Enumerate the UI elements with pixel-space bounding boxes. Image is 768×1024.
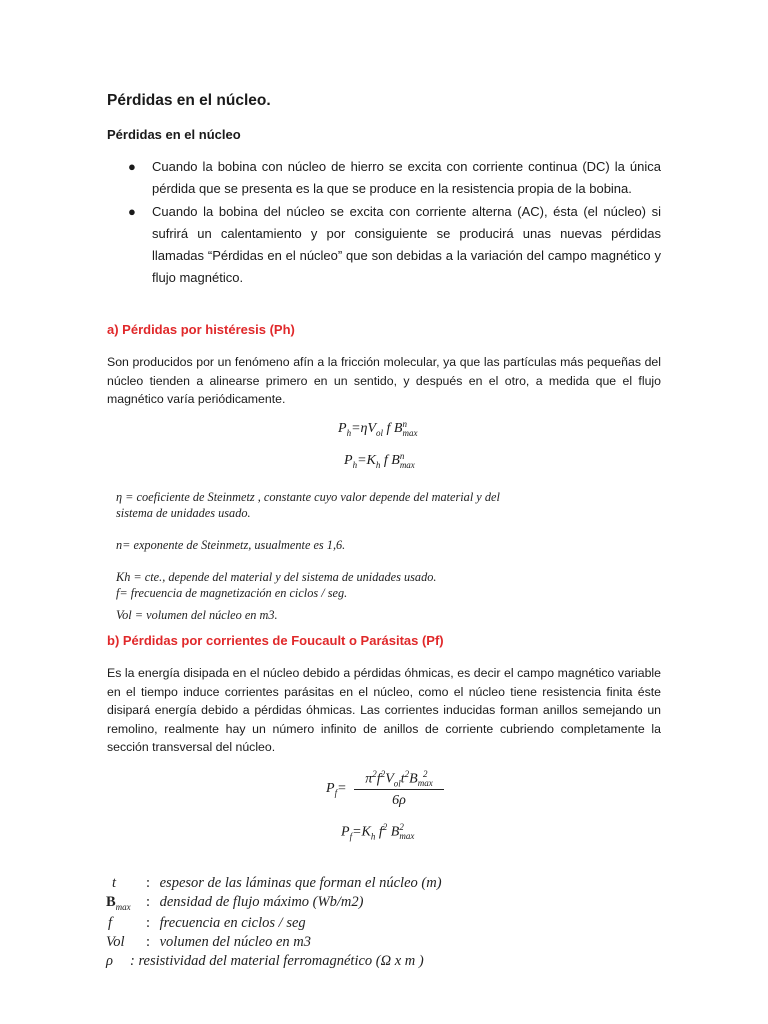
list-item — [107, 201, 661, 289]
legend-desc: volumen del núcleo en m3 — [159, 934, 312, 950]
legend-desc: : resistividad del material ferromagnético (Ω x m ) — [130, 953, 424, 969]
legend-line: Kh = cte., depende del material y del sistema de unidades usado. — [116, 570, 437, 584]
section-a-heading: a) Pérdidas por histéresis (Ph) — [107, 322, 295, 337]
bullet-text: Cuando la bobina del núcleo se excita con corriente alterna (AC), ésta (el núcleo) si sufrirá un calentamiento y por consiguiente se producirá unas nuevas pérdidas llamadas “Pérdidas en el núcleo” que son debidas a la variación del campo magnético y flujo magnético. — [152, 204, 661, 285]
legend-row: $B_{max}$ : densidad de flujo máximo (Wb/m2) — [106, 894, 364, 912]
bullet-text: Cuando la bobina con núcleo de hierro se excita con corriente continua (DC) la única pérdida que se presenta es la que se produce en la resistencia propia de la bobina. — [152, 159, 661, 196]
bullet-list — [107, 156, 661, 289]
legend-line: sistema de unidades usado. — [116, 506, 251, 520]
legend-line: η = coeficiente de Steinmetz , constante cuyo valor depende del material y del — [116, 490, 500, 504]
formula-ph-2: $P_h=K_h$ f B n max — [344, 451, 415, 471]
legend-symbol: f — [108, 915, 113, 931]
document-page: Pérdidas en el núcleo. Pérdidas en el núcleo ● Cuando la bobina con núcleo de hierro se excita con corriente continua (DC) la única pérdida que se presenta es la que se produce en la resistencia propia de la bobina. ● Cuando la bobina del núcleo se excita con corriente alterna (AC), ésta (el núcleo) si sufrirá un calentamiento y por consiguiente se producirá unas nuevas pérdidas llamadas “Pérdidas en el núcleo” que son debidas a la variación del campo magnético y flujo magnético. a) Pérdidas por histéresis (Ph) Son producidos por un fenómeno afín a la fricción molecular, ya que las partículas más pequeñas del núcleo tienden a alinearse primero en un sentido, y después en el otro, a medida que el flujo magnético varía periódicamente. $P_h=\eta V_{ol}$ f B n max $P_h=K_h$ f B n max η = coeficiente de Steinmetz , constante cuyo valor depende del material y del sistema de unidades usado. n= exponente de Steinmetz, usualmente es 1,6. Kh = cte., depende del material y del sistema de unidades usado. f= frecuencia de magnetización en ciclos / seg. Vol = volumen del núcleo en m3. b) Pérdidas por corrientes de Foucault o Parásitas (Pf) Es la energía disipada en el núcleo debido a pérdidas óhmicas, es decir el campo magnético variable en el tiempo induce corrientes parásitas en el núcleo, como el núcleo tiene resistencia finita éste disipará energía debido a pérdidas óhmicas. Las corrientes inducidas forman anillos semejando un remolino, realmente hay un número infinito de anillos de corriente cubriendo completamente la sección transversal del núcleo. $P_f=$ $\pi^2f^2V_{ol}t^2B$ 2 max 6ρ $P_f=K_h$ $f^2$ B 2 max t : espesor de las láminas que forman el núcleo (m) $B_{max}$ : densidad de flujo máximo (Wb/m2) f : frecuencia en ciclos / seg Vol : volumen del núcleo en m3 ρ : resistividad del material ferromagnético (Ω x m ) — [106, 92, 661, 969]
formula-pf-2: $P_f=K_h$ $f^2$ B 2 max — [341, 822, 415, 842]
list-item — [107, 156, 661, 200]
section-b-heading: b) Pérdidas por corrientes de Foucault o Parásitas (Pf) — [107, 633, 444, 648]
legend-desc: densidad de flujo máximo (Wb/m2) — [159, 894, 364, 910]
legend-line: f= frecuencia de magnetización en ciclos / seg. — [116, 586, 348, 600]
legend-row: f : frecuencia en ciclos / seg — [108, 915, 306, 931]
section-a-paragraph: Son producidos por un fenómeno afín a la fricción molecular, ya que las partículas más pequeñas del núcleo tienden a alinearse primero en un sentido, y después en el otro, a medida que el flujo magnético varía periódicamente. — [107, 355, 661, 406]
formula-ph-1: $P_h=\eta V_{ol}$ f B n max — [338, 419, 418, 439]
legend-symbol: Vol — [106, 934, 125, 950]
section-subtitle: Pérdidas en el núcleo — [107, 127, 241, 142]
section-b-paragraph: Es la energía disipada en el núcleo debido a pérdidas óhmicas, es decir el campo magnético variable en el tiempo induce corrientes parásitas en el núcleo, como el núcleo tiene resistencia finita éste disipará energía debido a pérdidas óhmicas. Las corrientes inducidas forman anillos semejando un remolino, realmente hay un número infinito de anillos de corriente cubriendo completamente la sección transversal del núcleo. — [107, 666, 661, 754]
legend-row: Vol : volumen del núcleo en m3 — [106, 934, 312, 950]
legend-desc: espesor de las láminas que forman el núcleo (m) — [159, 875, 442, 891]
bullet-icon: ● — [128, 159, 136, 174]
legend-line: Vol = volumen del núcleo en m3. — [116, 608, 278, 622]
legend-symbol: ρ — [106, 953, 113, 969]
legend-row — [106, 953, 424, 970]
legend-row: t : espesor de las láminas que forman el núcleo (m) — [106, 875, 442, 892]
legend-line: n= exponente de Steinmetz, usualmente es 1,6. — [116, 538, 346, 552]
legend-symbol: t — [112, 875, 117, 891]
legend-desc: frecuencia en ciclos / seg — [159, 915, 306, 931]
legend-symbol: $B_{max}$ — [106, 894, 131, 912]
page-title: Pérdidas en el núcleo. — [107, 92, 271, 109]
bullet-icon: ● — [128, 204, 136, 219]
